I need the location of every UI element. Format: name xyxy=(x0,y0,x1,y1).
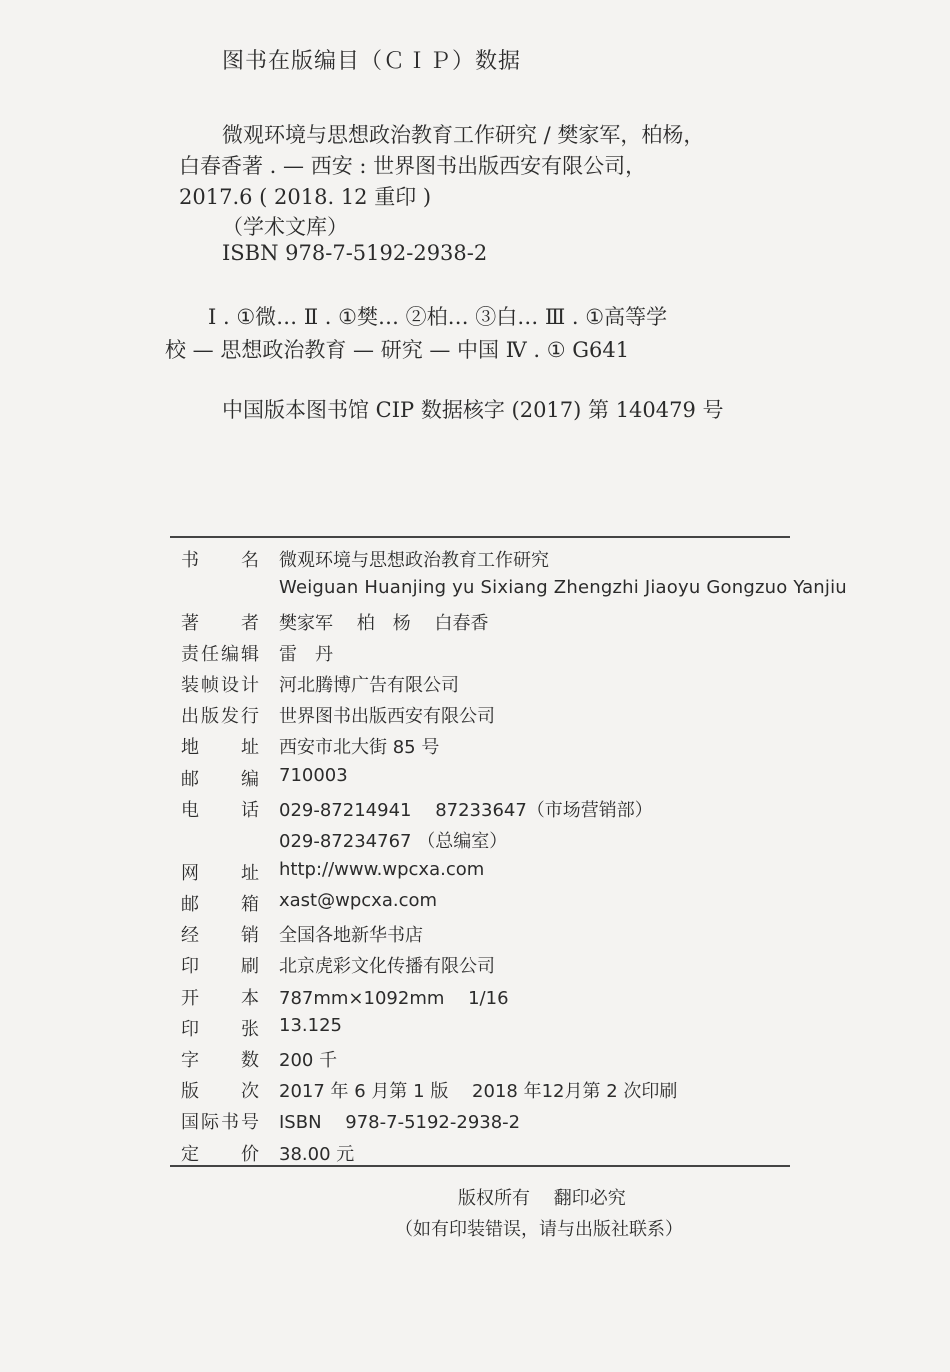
cip-series-line: （学术文库） xyxy=(222,215,348,239)
info-row-website xyxy=(181,859,485,885)
cip-heading: 图书在版编目（ＣＩＰ）数据 xyxy=(222,49,522,74)
info-label: 地址 xyxy=(181,737,259,758)
info-value: 樊家军 柏 杨 白春香 xyxy=(279,613,489,634)
info-value: 200 千 xyxy=(279,1050,338,1071)
info-row-format xyxy=(181,984,509,1010)
info-value: 世界图书出版西安有限公司 xyxy=(279,706,495,727)
misprint-notice: （如有印装错误，请与出版社联系） xyxy=(395,1219,683,1240)
cip-subject-line-1: Ⅰ . ①微… Ⅱ . ①樊… ②柏… ③白… Ⅲ . ①高等学 xyxy=(208,305,668,329)
info-label: 责任编辑 xyxy=(181,644,259,665)
info-label: 国际书号 xyxy=(181,1112,259,1133)
info-value: http://www.wpcxa.com xyxy=(279,859,485,880)
info-value: 雷 丹 xyxy=(279,644,333,665)
info-row-distribution xyxy=(181,921,423,947)
info-label: 书名 xyxy=(181,550,259,571)
info-value: 全国各地新华书店 xyxy=(279,925,423,946)
info-value: 西安市北大街 85 号 xyxy=(279,737,440,758)
info-row-word-count xyxy=(181,1046,338,1072)
info-row-editor xyxy=(181,640,333,666)
pinyin-title: Weiguan Huanjing yu Sixiang Zhengzhi Jiaoyu Gongzuo Yanjiu xyxy=(279,577,847,598)
info-value: xast@wpcxa.com xyxy=(279,890,438,911)
info-label: 邮编 xyxy=(181,769,259,790)
info-label: 开本 xyxy=(181,988,259,1009)
info-value: 13.125 xyxy=(279,1015,342,1036)
info-label: 著者 xyxy=(181,613,259,634)
info-label: 版次 xyxy=(181,1081,259,1102)
info-value: 029-87214941 87233647（市场营销部） xyxy=(279,800,653,821)
info-label: 装帧设计 xyxy=(181,675,259,696)
info-row-address xyxy=(181,733,440,759)
info-row-edition xyxy=(181,1077,678,1103)
info-row-publisher xyxy=(181,702,495,728)
cip-title-line: 微观环境与思想政治教育工作研究 / 樊家军，柏杨， xyxy=(222,123,705,147)
info-row-phone-2 xyxy=(181,827,508,852)
bottom-rule xyxy=(170,1165,790,1167)
info-row-email xyxy=(181,890,438,916)
info-row-isbn xyxy=(181,1108,521,1134)
info-value: 787mm×1092mm 1/16 xyxy=(279,988,509,1009)
info-value: ISBN 978-7-5192-2938-2 xyxy=(279,1112,521,1133)
info-value: 710003 xyxy=(279,765,348,786)
info-label: 出版发行 xyxy=(181,706,259,727)
cip-isbn-line: ISBN 978-7-5192-2938-2 xyxy=(222,241,488,265)
info-row-design xyxy=(181,671,459,697)
cip-subject-line-2: 校 — 思想政治教育 — 研究 — 中国 Ⅳ . ① G641 xyxy=(165,338,630,362)
cip-publisher-line: 白春香著 . — 西安 : 世界图书出版西安有限公司， xyxy=(179,154,647,178)
info-label: 经销 xyxy=(181,925,259,946)
top-rule xyxy=(170,536,790,538)
info-row-printer xyxy=(181,952,495,978)
cip-date-line: 2017.6 ( 2018. 12 重印 ) xyxy=(179,185,432,209)
info-label: 定价 xyxy=(181,1144,259,1165)
info-value: 029-87234767 （总编室） xyxy=(279,831,508,852)
info-value: 38.00 元 xyxy=(279,1144,355,1165)
info-label: 电话 xyxy=(181,800,259,821)
info-row-postcode xyxy=(181,765,348,791)
info-value: 北京虎彩文化传播有限公司 xyxy=(279,956,495,977)
info-label: 邮箱 xyxy=(181,894,259,915)
info-value: 河北腾博广告有限公司 xyxy=(279,675,459,696)
info-label: 字数 xyxy=(181,1050,259,1071)
info-row-price xyxy=(181,1140,355,1166)
info-row-authors xyxy=(181,609,489,635)
info-label: 印张 xyxy=(181,1019,259,1040)
info-row-title xyxy=(181,546,549,572)
info-value: 微观环境与思想政治教育工作研究 xyxy=(279,550,549,571)
cip-approval-line: 中国版本图书馆 CIP 数据核字 (2017) 第 140479 号 xyxy=(222,398,724,422)
info-value: 2017 年 6 月第 1 版 2018 年12月第 2 次印刷 xyxy=(279,1081,678,1102)
info-row-phone xyxy=(181,796,653,822)
info-row-sheets xyxy=(181,1015,342,1041)
info-label: 印刷 xyxy=(181,956,259,977)
copyright-notice: 版权所有 翻印必究 xyxy=(458,1188,626,1209)
info-label: 网址 xyxy=(181,863,259,884)
